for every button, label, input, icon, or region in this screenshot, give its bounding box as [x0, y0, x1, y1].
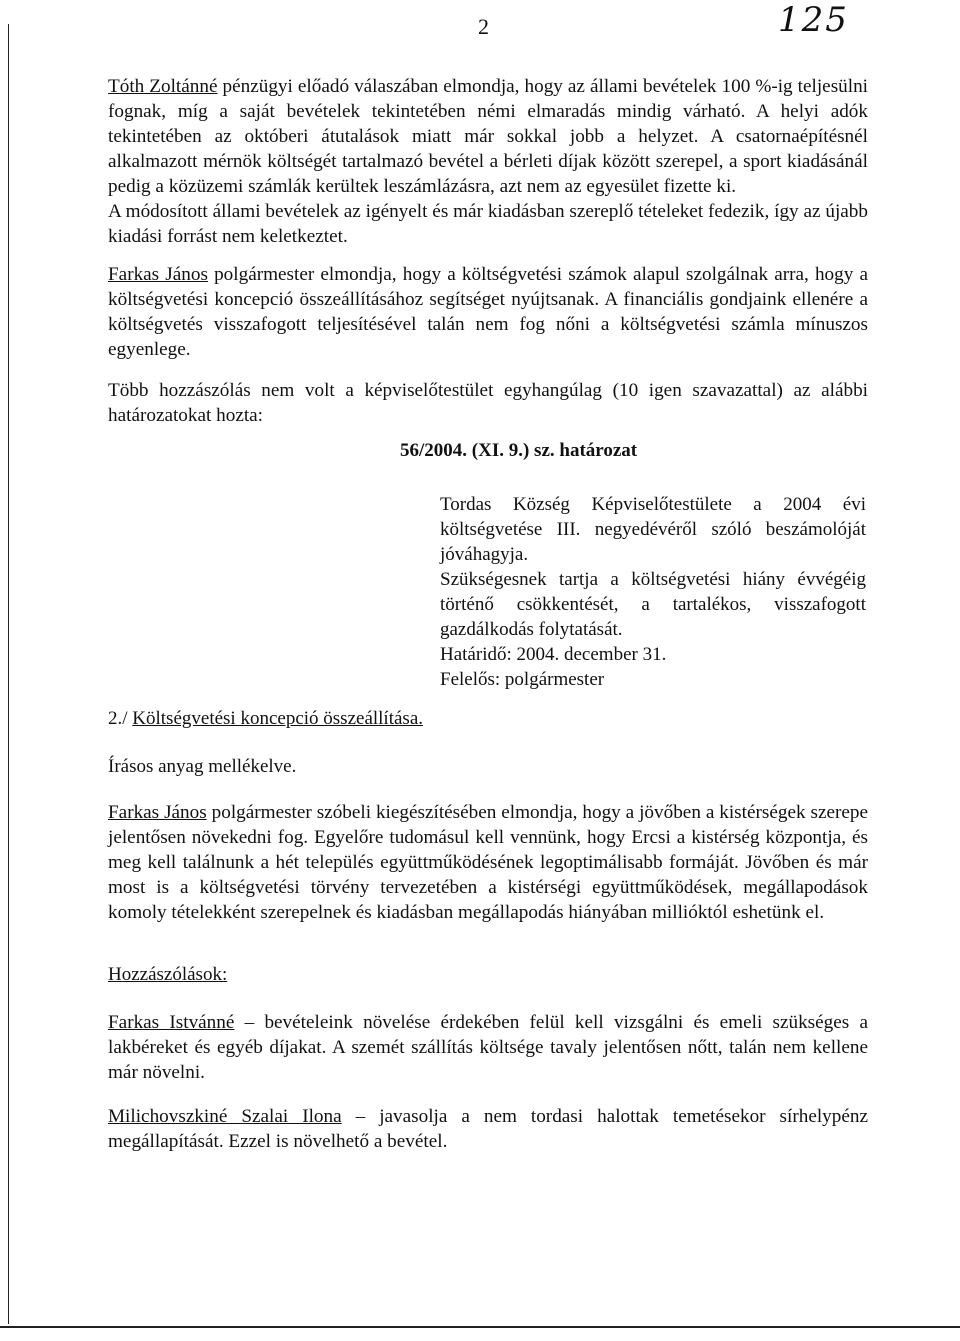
- comment-text: – javasolja a nem tordasi halottak temetésekor sírhelypénz megállapítását. Ezzel is növelhető a bevétel.: [108, 1106, 868, 1152]
- speaker-name: Farkas János: [108, 802, 207, 823]
- attachment-note: Írásos anyag mellékelve.: [108, 756, 297, 777]
- comment-farkas-istvanne: [108, 1010, 868, 1085]
- paragraph-text: pénzügyi előadó válaszában elmondja, hogy az állami bevételek 100 %-ig teljesülni fognak, míg a saját bevételek tekintetében némi elmaradás mindig várható. A helyi adók tekintetében az októberi átutalások miatt már sokkal jobb a helyzet. A csatornaépítésnél alkalmazott mérnök költségét tartalmazó bevétel a bérleti díjak között szerepel, a sport kiadásánál pedig a közüzemi számlák kerültek leszámlázásra, azt nem az egyesület fizette ki.: [108, 76, 869, 197]
- resolution-responsible: Felelős: polgármester: [440, 669, 605, 690]
- section-2-heading: [108, 706, 423, 731]
- resolution-text: Tordas Község Képviselőtestülete a 2004 évi költségvetése III. negyedévéről szóló beszámolóját jóváhagyja.: [440, 494, 866, 565]
- section-title: Költségvetési koncepció összeállítása.: [132, 708, 423, 729]
- paragraph-text: Több hozzászólás nem volt a képviselőtestület egyhangúlag (10 igen szavazattal) az alábbi határozatokat hozta:: [108, 380, 868, 426]
- page-number: 2: [478, 14, 489, 39]
- paragraph-text-continued: A módosított állami bevételek az igényelt és már kiadásban szereplő tételeket fedezik, így az újabb kiadási forrást nem keletkeztet.: [108, 201, 868, 247]
- paragraph-toth-zoltanne: [108, 74, 868, 249]
- section-number: 2./: [108, 708, 133, 729]
- speaker-name: Milichovszkiné Szalai Ilona: [108, 1106, 342, 1127]
- resolution-body: [440, 492, 866, 692]
- paragraph-farkas-janos-1: [108, 262, 868, 362]
- paragraph-farkas-janos-2: [108, 800, 868, 925]
- paragraph-text: polgármester elmondja, hogy a költségvetési számok alapul szolgálnak arra, hogy a költségvetési koncepció összeállításához segítséget nyújtsanak. A financiális gondjaink ellenére a költségvetés visszafogott teljesítésével talán nem fog nőni a költségvetési számla mínuszos egyenlege.: [108, 264, 868, 360]
- left-margin-line: [8, 24, 9, 1324]
- resolution-title: 56/2004. (XI. 9.) sz. határozat: [400, 440, 638, 461]
- paragraph-vote: [108, 378, 868, 428]
- bottom-edge-line: [0, 1326, 960, 1328]
- paragraph-text: polgármester szóbeli kiegészítésében elmondja, hogy a jövőben a kistérségek szerepe jelentősen növekedni fog. Egyelőre tudomásul kell vennünk, hogy Ercsi a kistérség központja, és meg kell találnunk a hét település együttműködésének legoptimálisabb formáját. Jövőben és már most is a költségvetési törvény tervezetében a kistérségi együttműködések, megállapodások komoly tételekként szerepelnek és kiadásban megállapodás hiányában millióktól eshetünk el.: [108, 802, 869, 923]
- comment-text: – bevételeink növelése érdekében felül kell vizsgálni és emeli szükséges a lakbéreket és egyéb díjakat. A szemét szállítás költsége tavaly jelentősen nőtt, talán nem kellene már növelni.: [108, 1012, 868, 1083]
- handwritten-page-mark: 125: [778, 0, 849, 40]
- comments-heading: Hozzászólások:: [108, 964, 228, 985]
- speaker-name: Tóth Zoltánné: [108, 76, 218, 97]
- speaker-name: Farkas János: [108, 264, 208, 285]
- comment-milichovszkine: [108, 1104, 868, 1154]
- resolution-text-2: Szükségesnek tartja a költségvetési hiány évvégéig történő csökkentését, a tartalékos, visszafogott gazdálkodás folytatását.: [440, 569, 866, 640]
- speaker-name: Farkas Istvánné: [108, 1012, 235, 1033]
- resolution-deadline: Határidő: 2004. december 31.: [440, 644, 667, 665]
